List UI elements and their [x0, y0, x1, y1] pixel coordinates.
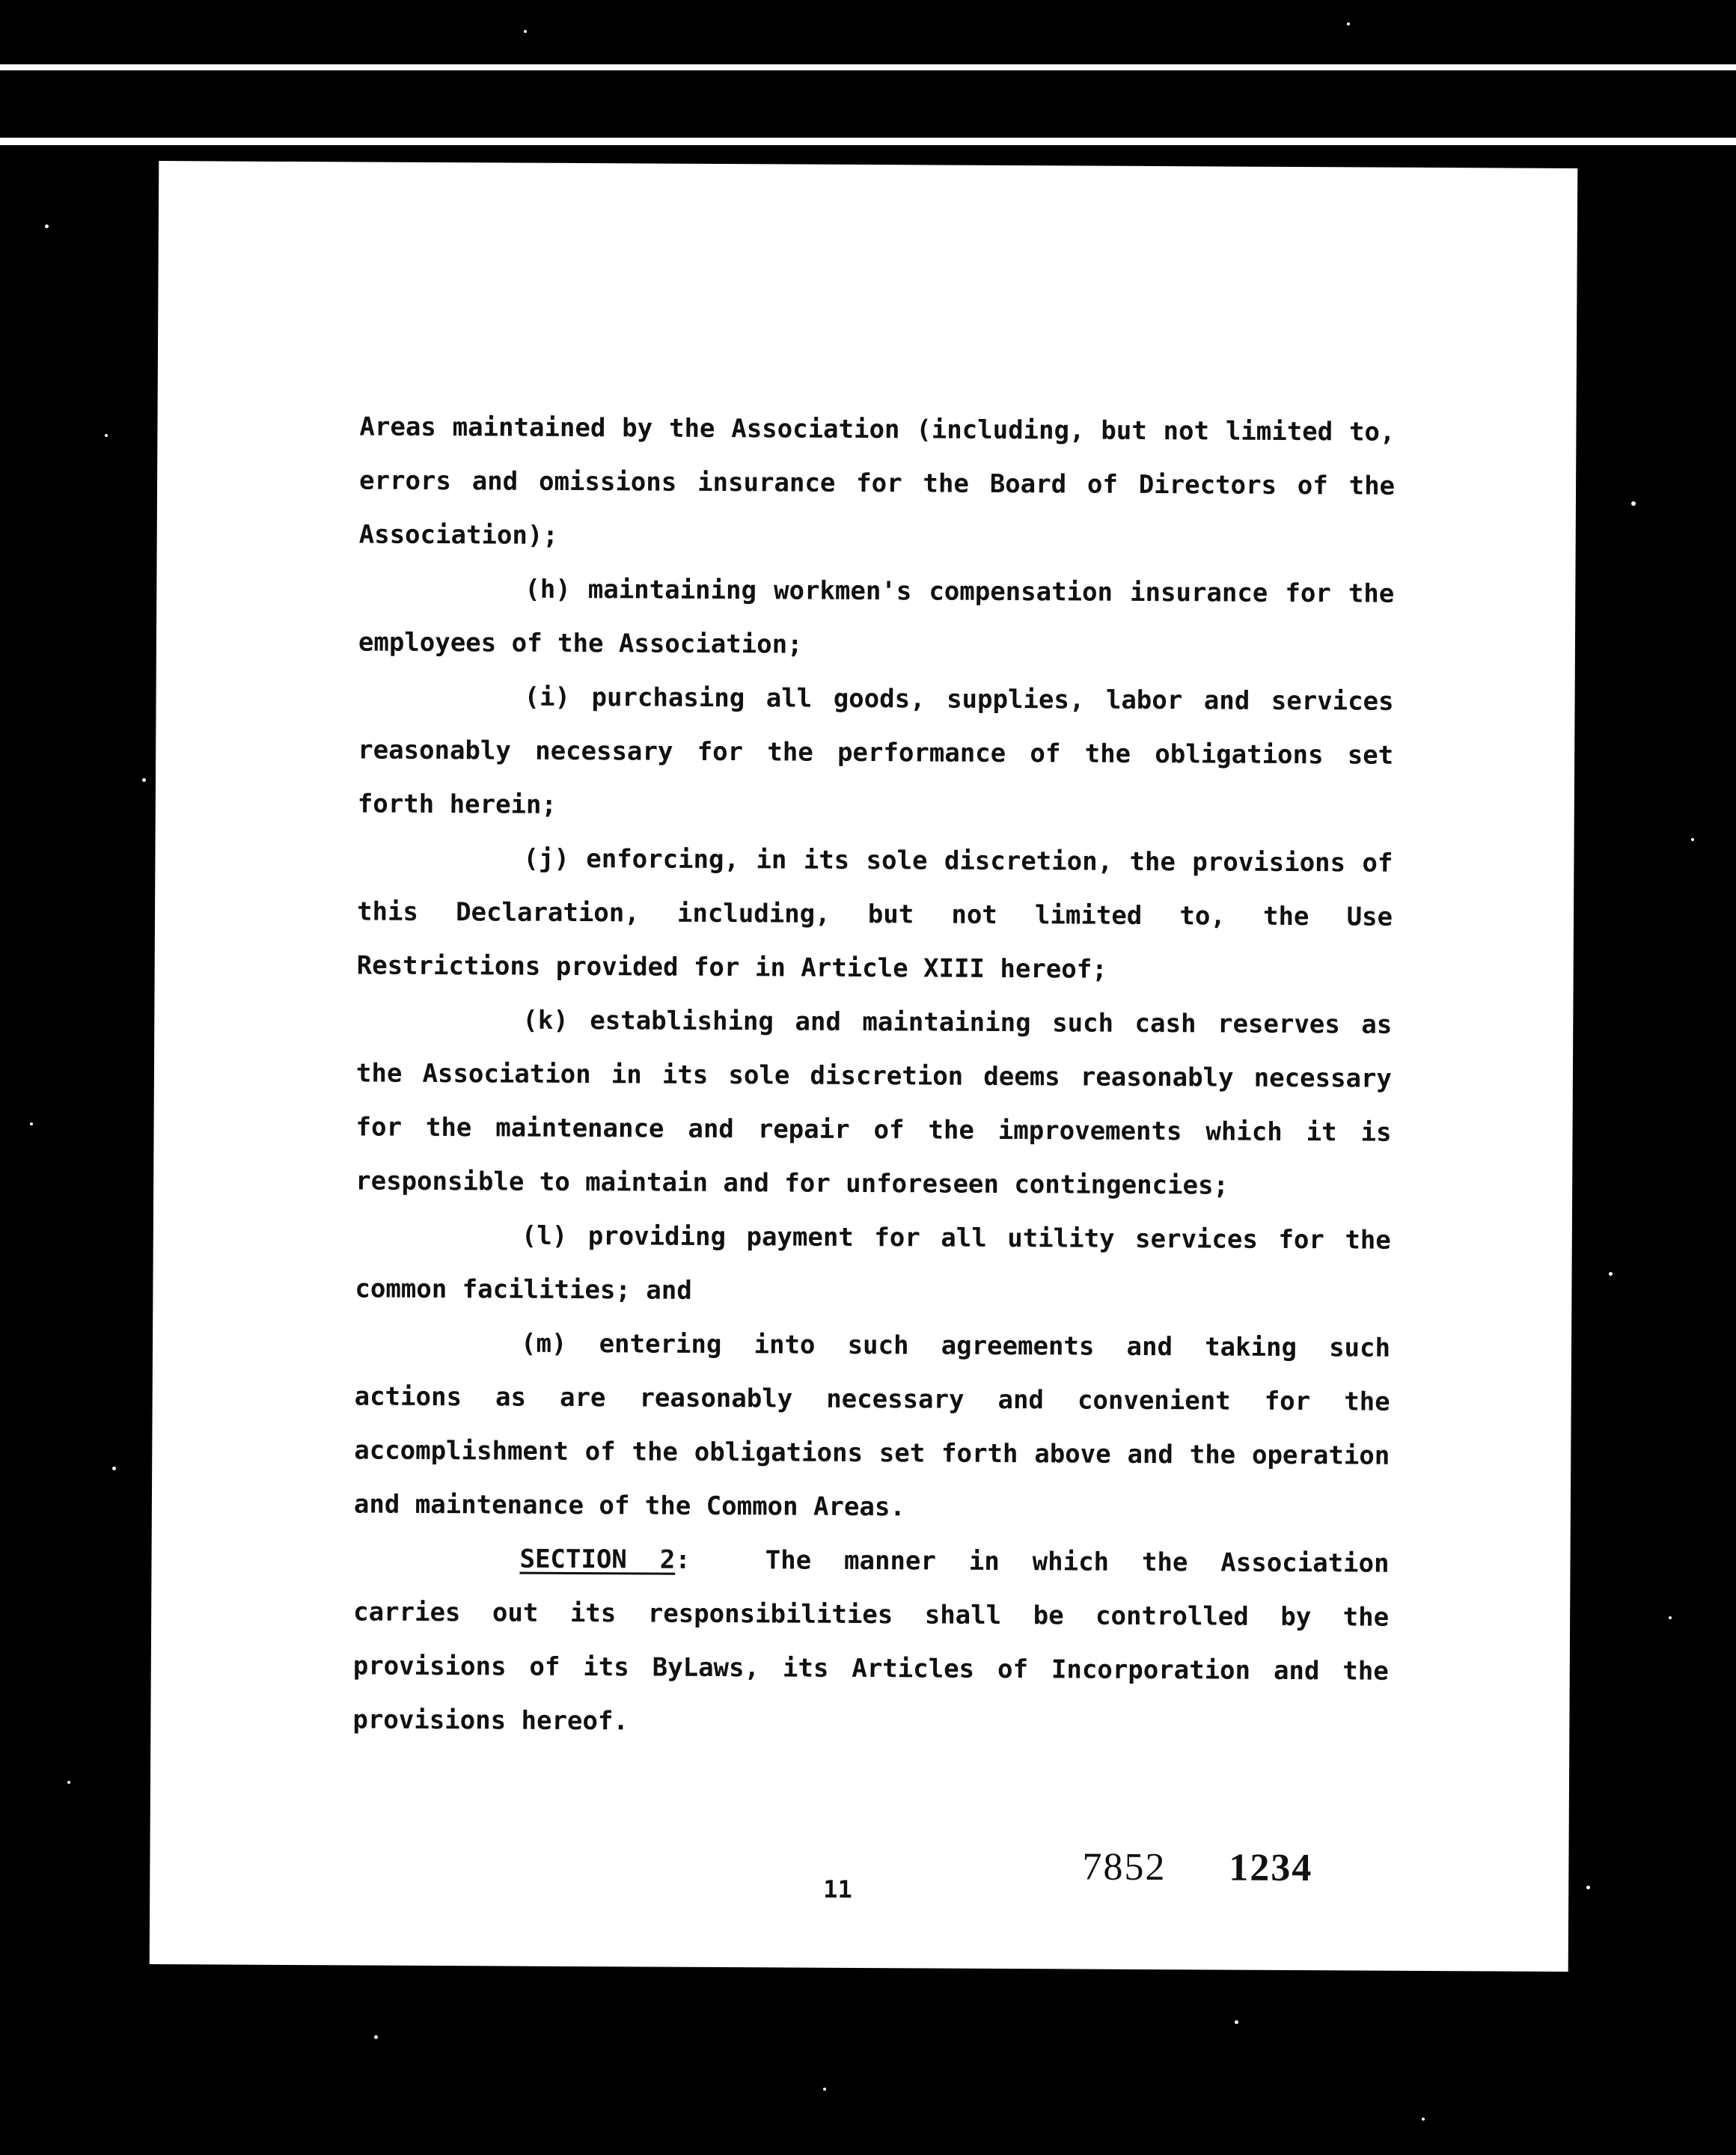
- scan-noise-speck: [524, 30, 527, 33]
- paragraph-k: (k) establishing and maintaining such cash reserves as the Association in its sole discretion deems reasonably necessary for the maintenance and repair of the improvements which it is responsible to maintain and for unforeseen contingencies;: [355, 1005, 1393, 1201]
- scan-border-line: [0, 64, 1736, 70]
- document-page: [150, 161, 1578, 1972]
- scan-noise-speck: [374, 2035, 378, 2039]
- scan-noise-speck: [30, 1122, 33, 1125]
- document-body: [352, 400, 1395, 1752]
- paragraph-i: (i) purchasing all goods, supplies, labor and services reasonably necessary for the performance of the obligations set forth herein;: [357, 682, 1394, 820]
- scan-noise-speck: [823, 2088, 826, 2091]
- paragraph-j: (j) enforcing, in its sole discretion, the provisions of this Declaration, including, but not limited to, the Use Restrictions provided for in Article XIII hereof;: [356, 843, 1393, 985]
- scan-noise-speck: [1235, 2020, 1238, 2024]
- stamp-number-page: 1234: [1229, 1846, 1313, 1890]
- scan-border-line: [0, 138, 1736, 145]
- section-2-heading: SECTION 2: [519, 1544, 676, 1575]
- paragraph-continuation: Areas maintained by the Association (including, but not limited to, errors and omissions insurance for the Board of Directors of the Association);: [358, 412, 1396, 551]
- scan-noise-speck: [67, 1781, 70, 1784]
- scan-noise-speck: [142, 778, 146, 782]
- scan-noise-speck: [1609, 1272, 1613, 1276]
- page-number: 11: [823, 1874, 852, 1904]
- section-2-text: The manner in which the Association carries out its responsibilities shall be controlled by the provisions of its ByLaws, its Articles of Incorporation and the provisions hereof.: [352, 1545, 1390, 1737]
- section-2-paragraph: [352, 1531, 1389, 1752]
- paragraph-m: (m) entering into such agreements and taking such actions as are reasonably necessary and convenient for the accomplishment of the obligations set forth above and the operation and maintenance of the Common Areas.: [353, 1328, 1391, 1523]
- scan-noise-speck: [1347, 22, 1350, 25]
- scan-noise-speck: [105, 434, 108, 437]
- section-2-colon: :: [675, 1544, 691, 1575]
- scan-noise-speck: [45, 224, 49, 228]
- stamp-number-book: 7852: [1082, 1845, 1167, 1889]
- scan-noise-speck: [112, 1467, 116, 1470]
- scan-noise-speck: [1691, 838, 1694, 841]
- paragraph-h: (h) maintaining workmen's compensation insurance for the employees of the Association;: [358, 574, 1395, 660]
- scan-noise-speck: [1586, 1886, 1590, 1889]
- scan-noise-speck: [1631, 501, 1636, 506]
- scan-noise-speck: [1669, 1616, 1672, 1619]
- paragraph-l: (l) providing payment for all utility services for the common facilities; and: [355, 1220, 1391, 1306]
- scan-noise-speck: [1422, 2118, 1425, 2121]
- section-2-spacer: [691, 1568, 765, 1569]
